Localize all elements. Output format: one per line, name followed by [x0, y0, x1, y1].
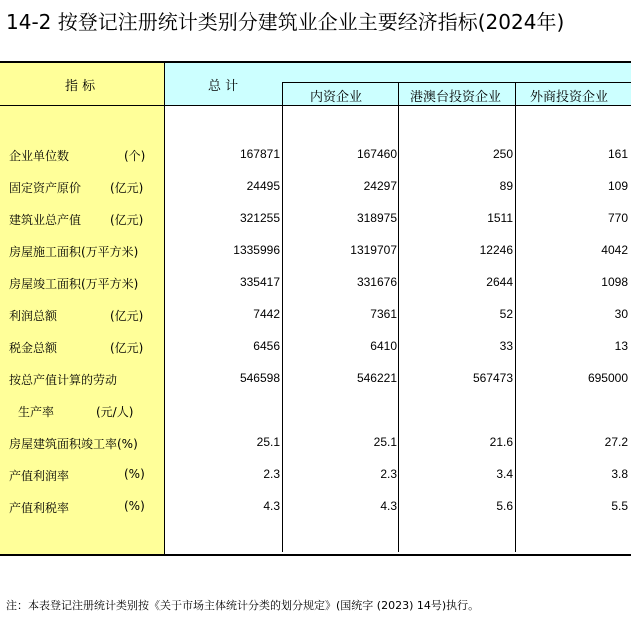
- cell-total: 321255: [239, 211, 280, 225]
- cell-total: 7442: [253, 307, 280, 321]
- cell-foreign: 27.2: [604, 435, 628, 449]
- cell-foreign: 5.5: [611, 499, 628, 513]
- cell-domestic: 318975: [356, 211, 397, 225]
- row-label: 建筑业总产值: [9, 213, 82, 227]
- cell-hmt: 89: [499, 179, 513, 193]
- row-label: 房屋施工面积(万平方米): [9, 245, 139, 259]
- cell-hmt: 1511: [487, 211, 513, 225]
- cell-foreign: 161: [607, 147, 628, 161]
- row-label: 企业单位数: [9, 149, 70, 163]
- cell-total: 546598: [239, 371, 280, 385]
- row-unit: (个): [124, 149, 146, 163]
- cell-hmt: 33: [499, 339, 513, 353]
- row-label: 房屋建筑面积竣工率(%): [9, 437, 138, 451]
- row-label: 按总产值计算的劳动: [9, 373, 118, 387]
- row-label: 税金总额: [9, 341, 58, 355]
- col-divider: [398, 82, 399, 552]
- cell-foreign: 695000: [587, 371, 628, 385]
- cell-total: 167871: [239, 147, 280, 161]
- header-foreign: 外商投资企业: [530, 90, 609, 105]
- cell-total: 6456: [253, 339, 280, 353]
- cell-domestic: 7361: [370, 307, 397, 321]
- table-title: 14-2 按登记注册统计类别分建筑业企业主要经济指标(2024年): [6, 10, 565, 34]
- cell-hmt: 21.6: [489, 435, 513, 449]
- row-unit: (%): [124, 467, 145, 481]
- cell-foreign: 1098: [601, 275, 628, 289]
- cell-hmt: 3.4: [496, 467, 513, 481]
- row-unit: (亿元): [110, 213, 144, 227]
- cell-foreign: 770: [607, 211, 628, 225]
- cell-hmt: 52: [499, 307, 513, 321]
- row-unit: (亿元): [110, 309, 144, 323]
- cell-hmt: 2644: [486, 275, 513, 289]
- row-label: 生产率: [18, 405, 55, 419]
- header-domestic: 内资企业: [310, 90, 363, 105]
- footnote: 注：本表登记注册统计类别按《关于市场主体统计分类的划分规定》(国统字 (2023) 14号)执行。: [6, 599, 480, 612]
- row-label: 利润总额: [9, 309, 58, 323]
- cell-total: 335417: [239, 275, 280, 289]
- cell-total: 24495: [246, 179, 280, 193]
- cell-domestic: 167460: [356, 147, 397, 161]
- col-divider: [515, 82, 516, 552]
- cell-domestic: 2.3: [380, 467, 397, 481]
- cell-total: 4.3: [263, 499, 280, 513]
- cell-total: 1335996: [233, 243, 280, 257]
- cell-domestic: 546221: [356, 371, 397, 385]
- row-unit: (亿元): [110, 341, 144, 355]
- cell-foreign: 3.8: [611, 467, 628, 481]
- cell-domestic: 24297: [363, 179, 397, 193]
- header-divider: [282, 82, 631, 83]
- row-unit: (亿元): [110, 181, 144, 195]
- header-total: 总 计: [208, 79, 239, 94]
- cell-hmt: 250: [492, 147, 513, 161]
- cell-total: 2.3: [263, 467, 280, 481]
- cell-hmt: 12246: [479, 243, 513, 257]
- row-unit: (元/人): [96, 405, 134, 419]
- row-unit: (%): [124, 499, 145, 513]
- cell-domestic: 6410: [370, 339, 397, 353]
- cell-foreign: 109: [607, 179, 628, 193]
- cell-domestic: 331676: [356, 275, 397, 289]
- cell-foreign: 13: [614, 339, 628, 353]
- cell-foreign: 30: [614, 307, 628, 321]
- data-table: [0, 61, 631, 556]
- row-label: 产值利润率: [9, 469, 70, 483]
- row-label: 产值利税率: [9, 501, 70, 515]
- header-hmt: 港澳台投资企业: [410, 90, 502, 105]
- cell-hmt: 5.6: [496, 499, 513, 513]
- cell-domestic: 4.3: [380, 499, 397, 513]
- cell-foreign: 4042: [601, 243, 628, 257]
- cell-domestic: 25.1: [373, 435, 397, 449]
- row-label: 房屋竣工面积(万平方米): [9, 277, 139, 291]
- header-bottom-rule: [0, 105, 631, 106]
- row-label: 固定资产原价: [9, 181, 82, 195]
- cell-hmt: 567473: [472, 371, 513, 385]
- col-divider: [282, 82, 283, 552]
- cell-domestic: 1319707: [350, 243, 397, 257]
- cell-total: 25.1: [256, 435, 280, 449]
- header-indicator: 指 标: [65, 79, 96, 94]
